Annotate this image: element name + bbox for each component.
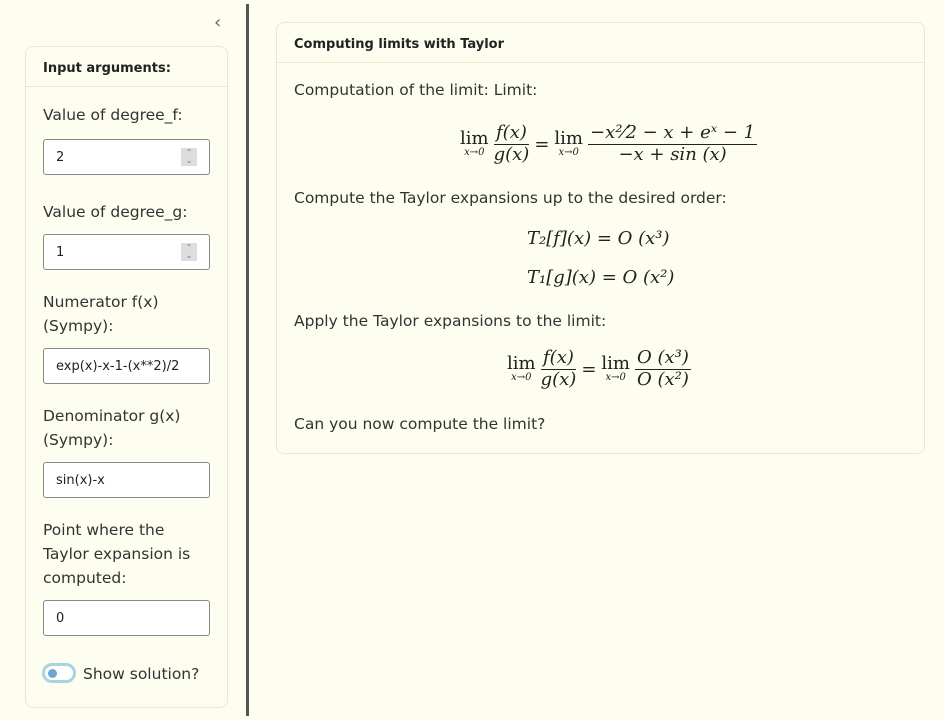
numerator-value: exp(x)-x-1-(x**2)/2 <box>56 358 180 374</box>
spinner-icon[interactable]: ⌃ ⌄ <box>181 243 197 261</box>
fx: f(x) <box>496 122 527 143</box>
sidebar-title: Input arguments: <box>26 47 227 87</box>
numerator-label-2: (Sympy): <box>43 317 114 335</box>
ox2: O (x²) <box>637 368 689 390</box>
point-label: Point where the <box>43 521 165 539</box>
show-solution-label: Show solution? <box>83 665 200 683</box>
degree-f-value: 2 <box>56 149 65 165</box>
denominator-expr: −x + sin (x) <box>618 143 727 165</box>
lim-sub: x→0 <box>558 147 579 159</box>
limit-equation-2 <box>507 348 691 390</box>
lim-sub: x→0 <box>464 147 485 159</box>
point-label-3: computed: <box>43 569 127 587</box>
point-value: 0 <box>56 610 65 626</box>
text-question: Can you now compute the limit? <box>294 415 546 433</box>
denominator-value: sin(x)-x <box>56 472 105 488</box>
collapse-sidebar-icon[interactable]: ‹ <box>214 12 222 33</box>
denominator-label: Denominator g(x) <box>43 407 181 425</box>
taylor-f: T₂[f](x) = O (x³) <box>527 228 670 249</box>
lim-sub: x→0 <box>605 372 626 384</box>
spinner-icon[interactable]: ⌃ ⌄ <box>181 148 197 166</box>
text-apply: Apply the Taylor expansions to the limit: <box>294 312 607 330</box>
text-compute-taylor: Compute the Taylor expansions up to the desired order: <box>294 189 727 207</box>
lim: lim <box>554 128 583 150</box>
result-card <box>276 22 925 454</box>
lim: lim <box>507 353 536 375</box>
resize-divider[interactable] <box>246 4 249 716</box>
numerator-label: Numerator f(x) <box>43 293 159 311</box>
degree-g-label: Value of degree_g: <box>43 203 188 221</box>
lim-sub: x→0 <box>511 372 532 384</box>
card-title: Computing limits with Taylor <box>277 23 924 63</box>
text-computation: Computation of the limit: Limit: <box>294 81 538 99</box>
eq: = <box>581 358 597 380</box>
point-label-2: Taylor expansion is <box>43 545 191 563</box>
degree-g-value: 1 <box>56 244 65 260</box>
degree-f-label: Value of degree_f: <box>43 106 183 124</box>
denominator-input[interactable] <box>43 462 210 498</box>
degree-f-input[interactable] <box>43 139 210 175</box>
ox3: O (x³) <box>637 347 689 368</box>
sidebar <box>25 46 228 708</box>
lim: lim <box>460 128 489 150</box>
denominator-label-2: (Sympy): <box>43 431 114 449</box>
taylor-g: T₁[g](x) = O (x²) <box>527 267 675 288</box>
degree-g-input[interactable] <box>43 234 210 270</box>
point-input[interactable] <box>43 600 210 636</box>
fx: f(x) <box>543 347 574 368</box>
gx: g(x) <box>540 368 577 390</box>
gx: g(x) <box>493 143 530 165</box>
numerator-expr: −x²⁄2 − x + eˣ − 1 <box>590 122 756 143</box>
limit-equation <box>460 123 757 165</box>
eq: = <box>534 133 550 155</box>
lim: lim <box>601 353 630 375</box>
numerator-input[interactable] <box>43 348 210 384</box>
